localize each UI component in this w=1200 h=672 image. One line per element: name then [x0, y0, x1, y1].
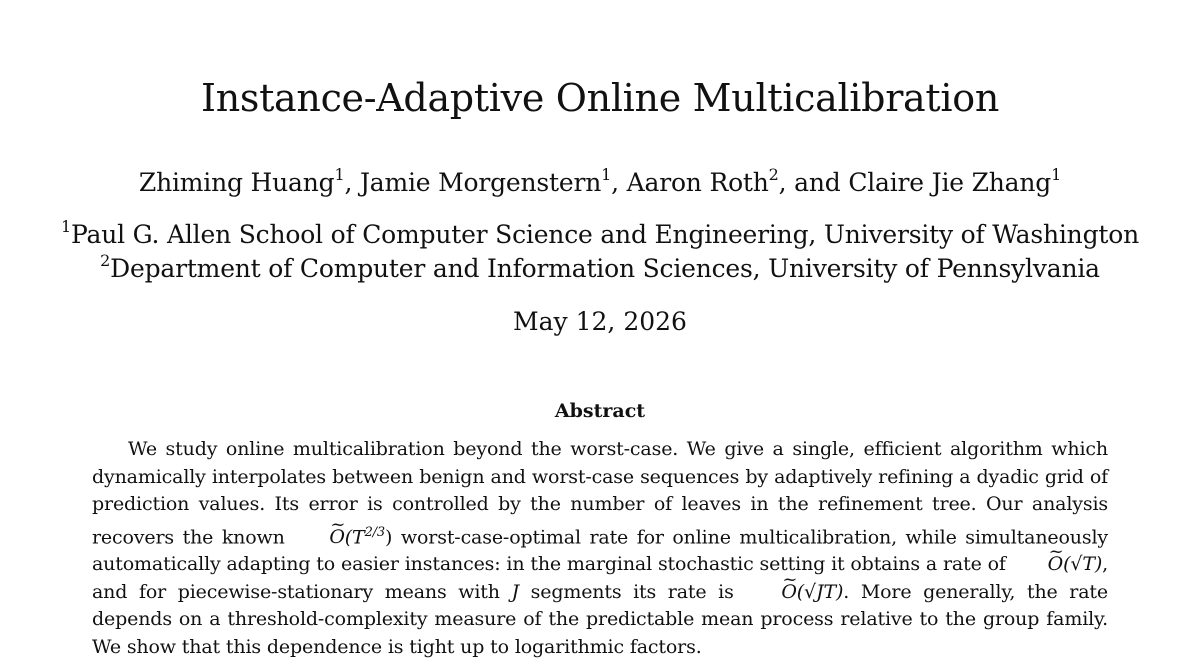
author-name: Aaron Roth	[626, 168, 769, 197]
affiliation-marker: 1	[1051, 164, 1062, 184]
math-variable: J	[511, 580, 519, 603]
abstract-text: segments its rate is	[518, 580, 746, 603]
math-exponent: 2/3	[364, 524, 386, 540]
affiliation-line	[0, 250, 1200, 285]
math-arg: (T	[344, 525, 365, 548]
affiliation-marker: 1	[601, 164, 612, 184]
affiliation-text: Paul G. Allen School of Computer Science and Engineering, University of Washington	[71, 220, 1139, 249]
affiliation-marker: 2	[768, 164, 779, 184]
math-close: )	[385, 525, 393, 548]
author-name: Zhiming Huang	[138, 168, 335, 197]
affiliation-text: Department of Computer and Information Sciences, University of Pennsylvania	[110, 254, 1100, 283]
author-name: Jamie Morgenstern	[359, 168, 602, 197]
affiliation-marker: 1	[61, 216, 72, 236]
author-separator: ,	[344, 168, 360, 197]
math-otilde: ~ O	[1012, 551, 1063, 579]
abstract-text: We study online multicalibration beyond the worst-case. We give a single, efficient algorithm which dynamically interpolates between benign and worst-case sequences by adaptively refining a dyadic grid of prediction values. Its error is controlled by the number of leaves in the refinement tree. Our analysis recovers the known	[92, 438, 1108, 548]
affiliation-marker: 2	[100, 250, 111, 270]
abstract-heading: Abstract	[554, 400, 646, 422]
abstract-text: worst-case-optimal rate for online multicalibration, while simultaneously automatically adapting to easier instances: in the marginal stochastic setting it obtains a rate of	[92, 525, 1108, 576]
affiliation-line	[0, 216, 1200, 251]
author-list	[0, 166, 1200, 200]
math-otilde: ~ O	[293, 524, 344, 552]
math-otilde: ~ O	[745, 579, 796, 607]
paper-title: Instance-Adaptive Online Multicalibration	[200, 76, 999, 120]
author-name: Claire Jie Zhang	[848, 168, 1052, 197]
abstract-body	[92, 436, 1108, 661]
math-arg: (√T)	[1063, 553, 1103, 576]
abstract-text: , and for piecewise-stationary means with	[92, 553, 1108, 603]
affiliation-marker: 1	[334, 164, 345, 184]
abstract-text: . More generally, the rate depends on a threshold-complexity measure of the predictable mean process relative to the group family. We show that this dependence is tight up to logarithmic factors.	[92, 580, 1108, 658]
math-arg: (√JT)	[796, 580, 844, 603]
author-separator: ,	[611, 168, 627, 197]
author-separator: , and	[778, 168, 849, 197]
paper-date: May 12, 2026	[513, 307, 687, 336]
